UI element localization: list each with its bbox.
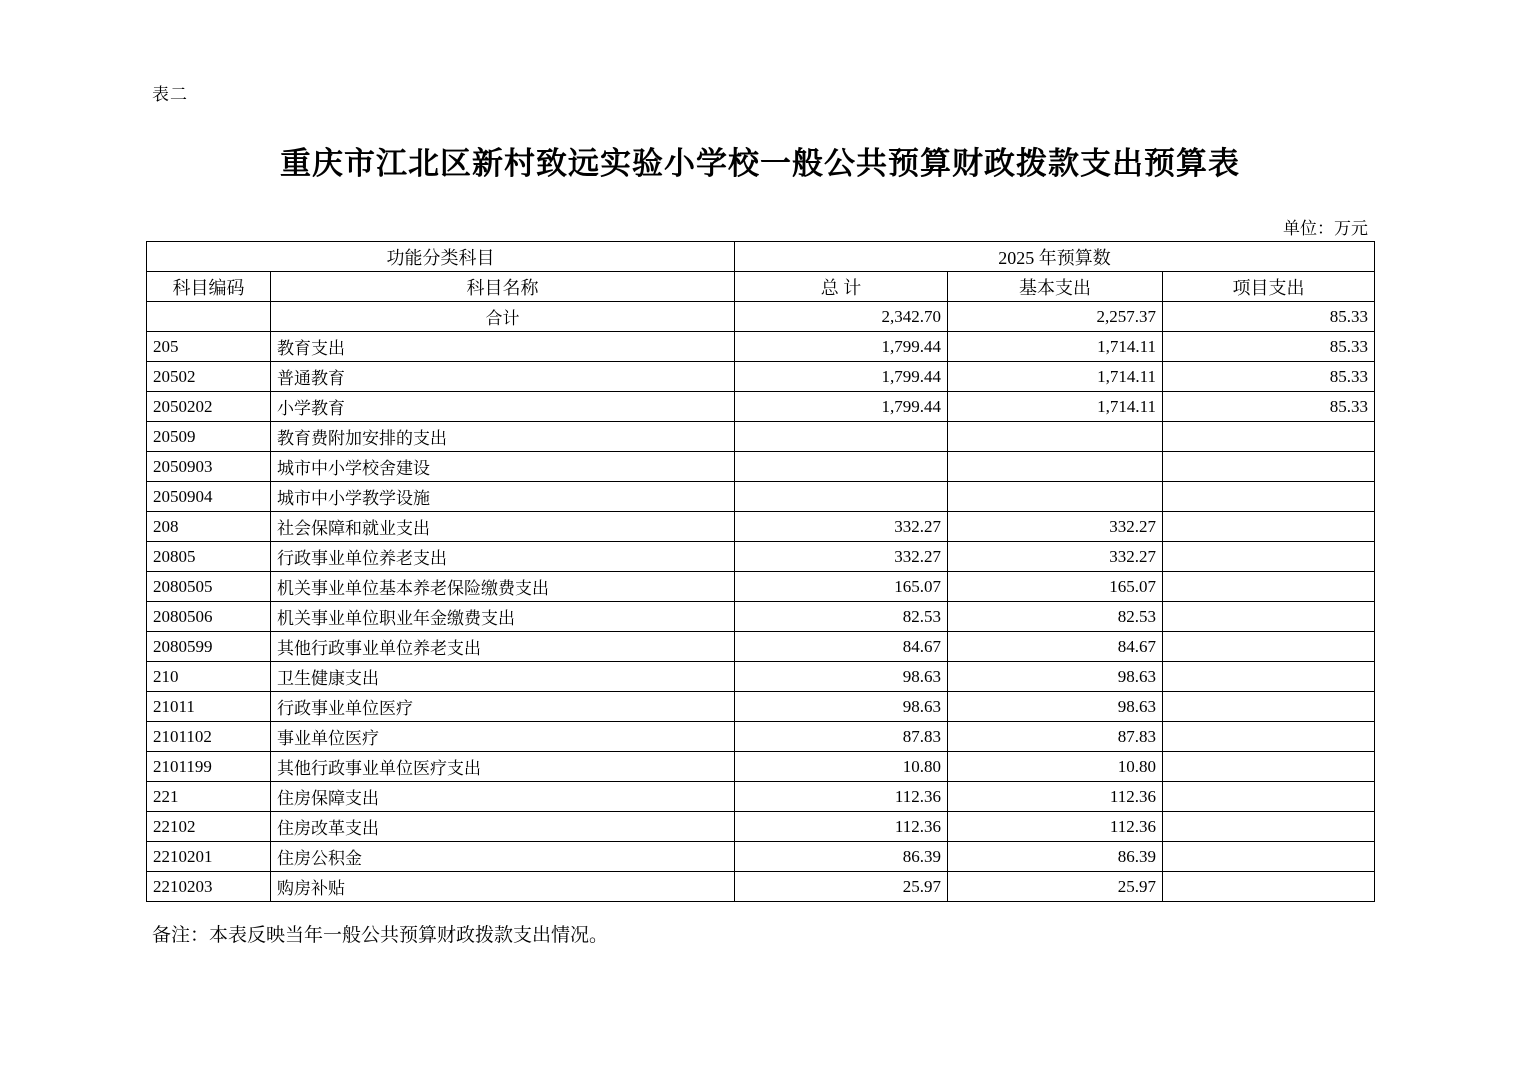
cell-project: 85.33 <box>1163 362 1375 392</box>
cell-basic: 2,257.37 <box>948 302 1163 332</box>
cell-project <box>1163 572 1375 602</box>
table-row <box>147 752 1375 782</box>
header-functional-category: 功能分类科目 <box>147 242 735 272</box>
table-row <box>147 842 1375 872</box>
cell-basic: 84.67 <box>948 632 1163 662</box>
cell-name: 其他行政事业单位养老支出 <box>271 632 735 662</box>
header-col-project: 项目支出 <box>1163 272 1375 302</box>
table-row <box>147 482 1375 512</box>
budget-table <box>146 241 1375 902</box>
cell-total: 1,799.44 <box>735 392 948 422</box>
cell-basic: 98.63 <box>948 692 1163 722</box>
cell-project <box>1163 872 1375 902</box>
cell-total: 2,342.70 <box>735 302 948 332</box>
cell-name: 教育费附加安排的支出 <box>271 422 735 452</box>
cell-code: 2080599 <box>147 632 271 662</box>
sheet-label: 表二 <box>152 85 188 104</box>
cell-code: 205 <box>147 332 271 362</box>
cell-total: 112.36 <box>735 782 948 812</box>
cell-code: 22102 <box>147 812 271 842</box>
cell-basic <box>948 482 1163 512</box>
cell-name: 行政事业单位医疗 <box>271 692 735 722</box>
cell-basic: 112.36 <box>948 782 1163 812</box>
table-row <box>147 452 1375 482</box>
cell-code: 2050904 <box>147 482 271 512</box>
cell-name: 社会保障和就业支出 <box>271 512 735 542</box>
cell-basic: 165.07 <box>948 572 1163 602</box>
cell-name: 教育支出 <box>271 332 735 362</box>
table-row <box>147 782 1375 812</box>
cell-code <box>147 302 271 332</box>
cell-name: 合计 <box>271 302 735 332</box>
cell-name: 事业单位医疗 <box>271 722 735 752</box>
cell-basic <box>948 422 1163 452</box>
page-title: 重庆市江北区新村致远实验小学校一般公共预算财政拨款支出预算表 <box>280 146 1240 181</box>
cell-total: 82.53 <box>735 602 948 632</box>
cell-code: 2210201 <box>147 842 271 872</box>
table-row <box>147 812 1375 842</box>
cell-basic: 87.83 <box>948 722 1163 752</box>
header-budget-year: 2025 年预算数 <box>735 242 1375 272</box>
cell-code: 2101102 <box>147 722 271 752</box>
cell-code: 2050202 <box>147 392 271 422</box>
cell-basic: 98.63 <box>948 662 1163 692</box>
cell-total: 98.63 <box>735 662 948 692</box>
cell-name: 机关事业单位职业年金缴费支出 <box>271 602 735 632</box>
cell-name: 卫生健康支出 <box>271 662 735 692</box>
cell-name: 行政事业单位养老支出 <box>271 542 735 572</box>
cell-total: 112.36 <box>735 812 948 842</box>
table-row <box>147 722 1375 752</box>
cell-code: 20805 <box>147 542 271 572</box>
table-row <box>147 872 1375 902</box>
cell-total: 25.97 <box>735 872 948 902</box>
cell-basic: 1,714.11 <box>948 392 1163 422</box>
header-col-code: 科目编码 <box>147 272 271 302</box>
cell-name: 住房公积金 <box>271 842 735 872</box>
cell-code: 21011 <box>147 692 271 722</box>
cell-name: 其他行政事业单位医疗支出 <box>271 752 735 782</box>
cell-project <box>1163 752 1375 782</box>
table-body <box>147 302 1375 902</box>
cell-code: 20509 <box>147 422 271 452</box>
cell-total: 165.07 <box>735 572 948 602</box>
cell-basic: 112.36 <box>948 812 1163 842</box>
cell-project <box>1163 722 1375 752</box>
cell-total <box>735 452 948 482</box>
cell-total: 87.83 <box>735 722 948 752</box>
cell-total: 1,799.44 <box>735 362 948 392</box>
footnote: 备注：本表反映当年一般公共预算财政拨款支出情况。 <box>152 925 609 946</box>
cell-total: 332.27 <box>735 542 948 572</box>
header-col-name: 科目名称 <box>271 272 735 302</box>
cell-basic: 86.39 <box>948 842 1163 872</box>
table-row <box>147 572 1375 602</box>
cell-total: 98.63 <box>735 692 948 722</box>
cell-basic: 332.27 <box>948 542 1163 572</box>
cell-project <box>1163 452 1375 482</box>
table-row <box>147 362 1375 392</box>
cell-project <box>1163 602 1375 632</box>
table-row <box>147 542 1375 572</box>
cell-project <box>1163 662 1375 692</box>
cell-total: 1,799.44 <box>735 332 948 362</box>
cell-project <box>1163 542 1375 572</box>
cell-code: 2050903 <box>147 452 271 482</box>
cell-name: 城市中小学校舍建设 <box>271 452 735 482</box>
cell-name: 小学教育 <box>271 392 735 422</box>
table-header-row-columns <box>147 272 1375 302</box>
cell-name: 购房补贴 <box>271 872 735 902</box>
cell-project <box>1163 512 1375 542</box>
table-head <box>147 242 1375 302</box>
cell-total: 84.67 <box>735 632 948 662</box>
cell-project <box>1163 482 1375 512</box>
cell-project: 85.33 <box>1163 392 1375 422</box>
cell-basic: 82.53 <box>948 602 1163 632</box>
cell-project <box>1163 782 1375 812</box>
table-row <box>147 662 1375 692</box>
cell-project: 85.33 <box>1163 302 1375 332</box>
cell-project <box>1163 812 1375 842</box>
table-row <box>147 392 1375 422</box>
cell-project <box>1163 842 1375 872</box>
table-row <box>147 332 1375 362</box>
cell-basic: 25.97 <box>948 872 1163 902</box>
table-row <box>147 692 1375 722</box>
cell-basic: 10.80 <box>948 752 1163 782</box>
cell-code: 221 <box>147 782 271 812</box>
cell-name: 机关事业单位基本养老保险缴费支出 <box>271 572 735 602</box>
cell-code: 2210203 <box>147 872 271 902</box>
cell-code: 208 <box>147 512 271 542</box>
cell-basic: 1,714.11 <box>948 362 1163 392</box>
table-header-row-group <box>147 242 1375 272</box>
table-row <box>147 302 1375 332</box>
cell-code: 2080506 <box>147 602 271 632</box>
cell-total <box>735 482 948 512</box>
cell-total: 10.80 <box>735 752 948 782</box>
table-row <box>147 512 1375 542</box>
cell-total: 86.39 <box>735 842 948 872</box>
cell-name: 住房保障支出 <box>271 782 735 812</box>
cell-name: 住房改革支出 <box>271 812 735 842</box>
cell-project <box>1163 632 1375 662</box>
cell-code: 2080505 <box>147 572 271 602</box>
cell-code: 2101199 <box>147 752 271 782</box>
table-row <box>147 422 1375 452</box>
cell-basic: 1,714.11 <box>948 332 1163 362</box>
cell-code: 20502 <box>147 362 271 392</box>
table-row <box>147 632 1375 662</box>
cell-basic: 332.27 <box>948 512 1163 542</box>
cell-basic <box>948 452 1163 482</box>
cell-project <box>1163 692 1375 722</box>
cell-name: 城市中小学教学设施 <box>271 482 735 512</box>
header-col-basic: 基本支出 <box>948 272 1163 302</box>
cell-code: 210 <box>147 662 271 692</box>
cell-project: 85.33 <box>1163 332 1375 362</box>
unit-label: 单位：万元 <box>1283 219 1368 238</box>
cell-project <box>1163 422 1375 452</box>
cell-total <box>735 422 948 452</box>
cell-total: 332.27 <box>735 512 948 542</box>
cell-name: 普通教育 <box>271 362 735 392</box>
table-row <box>147 602 1375 632</box>
header-col-total: 总 计 <box>735 272 948 302</box>
